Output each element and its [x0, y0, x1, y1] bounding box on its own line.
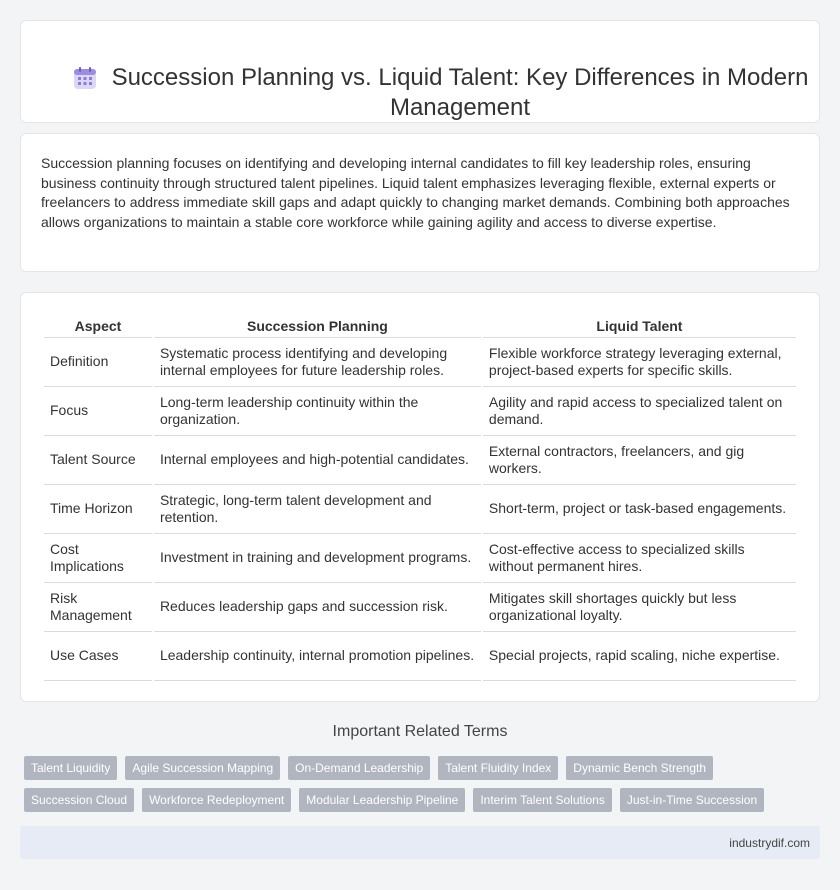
- term-tag[interactable]: Modular Leadership Pipeline: [299, 788, 465, 812]
- succession-cell: Reduces leadership gaps and succession risk.: [154, 583, 481, 632]
- intro-text: Succession planning focuses on identifying and developing internal candidates to fill key leadership roles, ensuring business continuity through structured talent pipelines. Liquid talent emphasizes leveraging flexible, external experts or freelancers to address immediate skill gaps and adapt quickly to changing market demands. Combining both approaches allows organizations to maintain a stable core workforce while gaining agility and access to diverse expertise.: [41, 155, 790, 230]
- liquid-cell: External contractors, freelancers, and gig workers.: [483, 436, 796, 485]
- footer: [20, 826, 820, 859]
- header-aspect: Aspect: [44, 317, 152, 338]
- succession-cell: Strategic, long-term talent development and retention.: [154, 485, 481, 534]
- intro-card: [20, 133, 820, 272]
- aspect-cell: Definition: [44, 338, 152, 387]
- term-tag[interactable]: Dynamic Bench Strength: [566, 756, 713, 780]
- term-tag[interactable]: Just-in-Time Succession: [620, 788, 764, 812]
- term-tag[interactable]: On-Demand Leadership: [288, 756, 430, 780]
- succession-cell: Systematic process identifying and developing internal employees for future leadership roles.: [154, 338, 481, 387]
- related-terms-title: Important Related Terms: [332, 723, 508, 740]
- liquid-cell: Special projects, rapid scaling, niche expertise.: [483, 632, 796, 681]
- aspect-cell: Focus: [44, 387, 152, 436]
- aspect-cell: Cost Implications: [44, 534, 152, 583]
- liquid-cell: Cost-effective access to specialized skills without permanent hires.: [483, 534, 796, 583]
- liquid-cell: Flexible workforce strategy leveraging external, project-based experts for specific skills.: [483, 338, 796, 387]
- term-tag[interactable]: Succession Cloud: [24, 788, 134, 812]
- site-name[interactable]: industrydif.com: [729, 836, 810, 850]
- liquid-cell: Mitigates skill shortages quickly but less organizational loyalty.: [483, 583, 796, 632]
- term-tag[interactable]: Agile Succession Mapping: [125, 756, 280, 780]
- succession-cell: Investment in training and development programs.: [154, 534, 481, 583]
- liquid-cell: Short-term, project or task-based engagements.: [483, 485, 796, 534]
- succession-cell: Internal employees and high-potential candidates.: [154, 436, 481, 485]
- table-header-row: [44, 317, 796, 338]
- table-row: [44, 387, 796, 436]
- term-tag[interactable]: Talent Liquidity: [24, 756, 117, 780]
- table-row: [44, 338, 796, 387]
- comparison-table: [42, 317, 798, 681]
- table-row: [44, 436, 796, 485]
- table-row: [44, 632, 796, 681]
- term-tag[interactable]: Talent Fluidity Index: [438, 756, 558, 780]
- succession-cell: Long-term leadership continuity within the organization.: [154, 387, 481, 436]
- aspect-cell: Time Horizon: [44, 485, 152, 534]
- liquid-cell: Agility and rapid access to specialized talent on demand.: [483, 387, 796, 436]
- aspect-cell: Use Cases: [44, 632, 152, 681]
- related-terms-row: [24, 788, 764, 812]
- header-card: [20, 20, 820, 123]
- aspect-cell: Risk Management: [44, 583, 152, 632]
- table-row: [44, 534, 796, 583]
- term-tag[interactable]: Interim Talent Solutions: [473, 788, 612, 812]
- table-row: [44, 485, 796, 534]
- comparison-card: [20, 292, 820, 702]
- calendar-icon: [73, 66, 97, 90]
- related-terms-row: [24, 756, 713, 780]
- term-tag[interactable]: Workforce Redeployment: [142, 788, 291, 812]
- aspect-cell: Talent Source: [44, 436, 152, 485]
- succession-cell: Leadership continuity, internal promotion pipelines.: [154, 632, 481, 681]
- page-title: Succession Planning vs. Liquid Talent: Key Differences in Modern Management: [111, 64, 809, 121]
- header-succession-planning: Succession Planning: [154, 317, 481, 338]
- header-liquid-talent: Liquid Talent: [483, 317, 796, 338]
- table-row: [44, 583, 796, 632]
